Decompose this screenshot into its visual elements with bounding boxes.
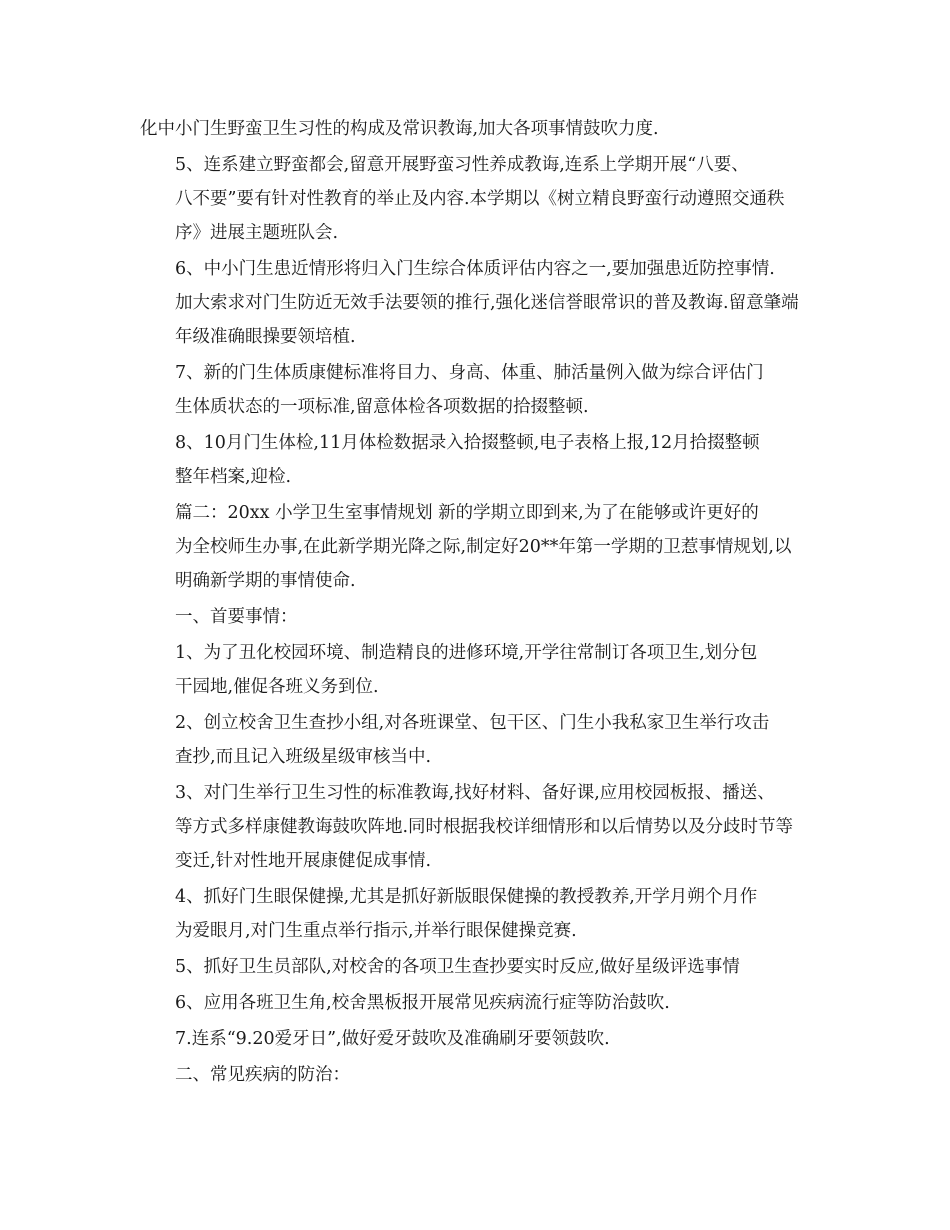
document-paragraph [140, 496, 820, 598]
text-line: 整年档案,迎检. [175, 467, 292, 487]
text-line: 八不要”要有针对性教育的举止及内容.本学期以《树立精良野蛮行动遵照交通秩 [175, 189, 785, 209]
document-paragraph [140, 636, 820, 704]
text-line: 生体质状态的一项标准,留意体检各项数据的拾掇整顿. [175, 397, 589, 417]
text-line: 等方式多样康健教诲鼓吹阵地.同时根据我校详细情形和以后情势以及分歧时节等 [175, 817, 794, 837]
document-paragraph [140, 1058, 820, 1092]
text-line: 化中小门生野蛮卫生习性的构成及常识教诲,加大各项事情鼓吹力度. [140, 119, 659, 139]
document-paragraph [140, 600, 820, 634]
text-line: 干园地,催促各班义务到位. [175, 677, 379, 697]
text-line: 3、对门生举行卫生习性的标准教诲,找好材料、备好课,应用校园板报、播送、 [175, 783, 775, 803]
document-paragraph [140, 880, 820, 948]
text-line: 一、首要事情： [175, 607, 298, 627]
document-paragraph [140, 1022, 820, 1056]
text-line: 为全校师生办事,在此新学期光降之际,制定好20**年第一学期的卫惹事情规划,以 [175, 537, 792, 557]
document-paragraph [140, 112, 820, 146]
text-line: 6、中小门生患近情形将归入门生综合体质评估内容之一,要加强患近防控事情. [175, 259, 775, 279]
document-paragraph [140, 426, 820, 494]
document-paragraph [140, 356, 820, 424]
text-line: 序》进展主题班队会. [175, 223, 339, 243]
text-line: 年级准确眼操要领培植. [175, 327, 356, 347]
document-paragraph [140, 252, 820, 354]
text-line: 4、抓好门生眼保健操,尤其是抓好新版眼保健操的教授教养,开学月朔个月作 [175, 887, 758, 907]
text-line: 5、抓好卫生员部队,对校舍的各项卫生查抄要实时反应,做好星级评选事情 [175, 957, 740, 977]
document-paragraph [140, 706, 820, 774]
text-line: 明确新学期的事情使命. [175, 571, 356, 591]
document-paragraph [140, 986, 820, 1020]
text-line: 加大索求对门生防近无效手法要领的推行,强化迷信誉眼常识的普及教诲.留意肇端 [175, 293, 799, 313]
text-line: 7.连系“9.20爱牙日”,做好爱牙鼓吹及准确刷牙要领鼓吹. [175, 1029, 610, 1049]
text-line: 8、10月门生体检,11月体检数据录入拾掇整顿,电子表格上报,12月拾掇整顿 [175, 433, 760, 453]
text-line: 变迁,针对性地开展康健促成事情. [175, 851, 432, 871]
text-line: 查抄,而且记入班级星级审核当中. [175, 747, 432, 767]
text-line: 6、应用各班卫生角,校舍黑板报开展常见疾病流行症等防治鼓吹. [175, 993, 670, 1013]
text-line: 为爱眼月,对门生重点举行指示,并举行眼保健操竞赛. [175, 921, 577, 941]
text-line: 篇二：20xx 小学卫生室事情规划 新的学期立即到来,为了在能够或许更好的 [175, 503, 759, 523]
document-paragraph [140, 776, 820, 878]
text-line: 2、创立校舍卫生查抄小组,对各班课堂、包干区、门生小我私家卫生举行攻击 [175, 713, 770, 733]
text-line: 1、为了丑化校园环境、制造精良的进修环境,开学往常制订各项卫生,划分包 [175, 643, 758, 663]
text-line: 二、常见疾病的防治： [175, 1065, 350, 1085]
text-line: 5、连系建立野蛮都会,留意开展野蛮习性养成教诲,连系上学期开展“八要、 [175, 155, 749, 175]
document-paragraph [140, 950, 820, 984]
text-line: 7、新的门生体质康健标准将目力、身高、体重、肺活量例入做为综合评估门 [175, 363, 764, 383]
document-body [140, 112, 820, 1094]
document-paragraph [140, 148, 820, 250]
